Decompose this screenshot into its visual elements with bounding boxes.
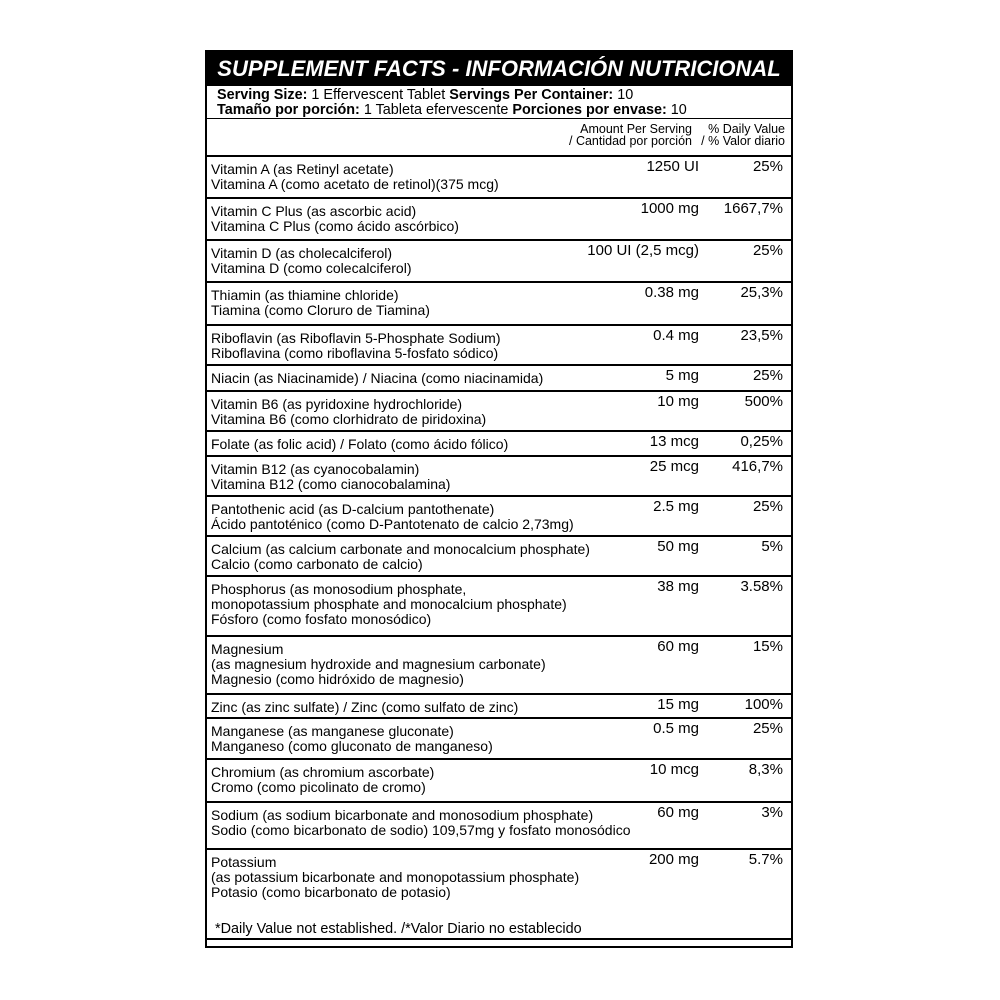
- nutrient-row: [207, 760, 791, 803]
- nutrient-name-line: (as magnesium hydroxide and magnesium carbonate): [211, 656, 546, 672]
- nutrient-name: [211, 462, 450, 492]
- nutrient-name-line: Vitamina A (como acetato de retinol)(375 mcg): [211, 176, 499, 192]
- nutrient-amount: 1000 mg: [640, 200, 699, 217]
- serving-size-label: Serving Size:: [217, 87, 308, 103]
- nutrient-name-line: Pantothenic acid (as D-calcium pantothenate): [211, 501, 495, 517]
- nutrient-amount: 10 mg: [657, 393, 699, 410]
- nutrient-name-line: Vitamina B6 (como clorhidrato de piridoxina): [211, 411, 487, 427]
- nutrient-name-line: Vitamin B12 (as cyanocobalamin): [211, 461, 420, 477]
- nutrient-daily-value: 500%: [744, 393, 783, 410]
- amount-header-es: / Cantidad por porción: [569, 134, 692, 148]
- nutrient-name-line: Folate (as folic acid) / Folato (como ácido fólico): [211, 436, 509, 452]
- nutrient-name: [211, 855, 579, 900]
- nutrient-name: [211, 724, 493, 754]
- nutrient-row: [207, 392, 791, 432]
- nutrient-row: [207, 157, 791, 199]
- tamano-porcion-label: Tamaño por porción:: [217, 102, 360, 118]
- nutrient-daily-value: 15%: [752, 638, 783, 655]
- daily-value-header-en: % Daily Value: [708, 122, 785, 136]
- nutrient-name-line: Calcium (as calcium carbonate and monocalcium phosphate): [211, 541, 590, 557]
- nutrient-name-line: Niacin (as Niacinamide) / Niacina (como niacinamida): [211, 370, 544, 386]
- servings-per-container-value: 10: [613, 87, 634, 103]
- nutrient-name-line: Zinc (as zinc sulfate) / Zinc (como sulfato de zinc): [211, 699, 519, 715]
- nutrient-daily-value: 416,7%: [732, 458, 783, 475]
- tamano-porcion-value: 1 Tableta efervescente: [359, 102, 513, 118]
- nutrient-daily-value: 23,5%: [740, 327, 783, 344]
- nutrient-row: [207, 283, 791, 326]
- nutrient-daily-value: 5.7%: [748, 851, 783, 868]
- nutrient-amount: 0.4 mg: [653, 327, 699, 344]
- serving-info: [207, 86, 791, 119]
- nutrient-name: [211, 542, 590, 572]
- nutrient-name-line: (as potassium bicarbonate and monopotassium phosphate): [211, 869, 580, 885]
- porciones-envase-label: Porciones por envase:: [512, 102, 667, 118]
- nutrient-daily-value: 25%: [752, 498, 783, 515]
- nutrient-row: [207, 537, 791, 577]
- nutrient-amount: 60 mg: [657, 638, 699, 655]
- nutrient-name-line: Potassium: [211, 854, 277, 870]
- nutrient-amount: 0.38 mg: [644, 284, 699, 301]
- panel-title: SUPPLEMENT FACTS - INFORMACIÓN NUTRICIONAL: [207, 52, 791, 86]
- nutrient-name: [211, 162, 499, 192]
- daily-value-header-es: / % Valor diario: [701, 134, 785, 148]
- nutrient-name-line: Manganeso (como gluconato de manganeso): [211, 738, 493, 754]
- nutrient-row: [207, 497, 791, 537]
- nutrient-name-line: Vitamin B6 (as pyridoxine hydrochloride): [211, 396, 463, 412]
- nutrient-name: [211, 371, 543, 386]
- nutrient-name-line: Vitamin C Plus (as ascorbic acid): [211, 203, 417, 219]
- nutrient-amount: 0.5 mg: [653, 720, 699, 737]
- nutrient-amount: 50 mg: [657, 538, 699, 555]
- nutrient-amount: 25 mcg: [649, 458, 699, 475]
- nutrient-name-line: Vitamina B12 (como cianocobalamina): [211, 476, 451, 492]
- serving-line-es: [217, 103, 781, 118]
- nutrient-daily-value: 25%: [752, 367, 783, 384]
- daily-value-header: [701, 123, 785, 147]
- nutrient-row: [207, 719, 791, 760]
- nutrient-amount: 38 mg: [657, 578, 699, 595]
- supplement-facts-panel: [205, 50, 793, 948]
- nutrient-name-line: Vitamin D (as cholecalciferol): [211, 245, 393, 261]
- nutrient-daily-value: 1667,7%: [723, 200, 783, 217]
- nutrient-daily-value: 25%: [752, 720, 783, 737]
- nutrient-row: [207, 432, 791, 457]
- nutrient-name: [211, 700, 518, 715]
- nutrient-daily-value: 8,3%: [748, 761, 783, 778]
- nutrient-name: [211, 582, 567, 627]
- nutrient-name-line: Fósforo (como fosfato monosódico): [211, 611, 432, 627]
- nutrient-name: [211, 246, 411, 276]
- nutrient-name-line: Phosphorus (as monosodium phosphate,: [211, 581, 467, 597]
- nutrient-name-line: Chromium (as chromium ascorbate): [211, 764, 435, 780]
- nutrient-daily-value: 3%: [761, 804, 783, 821]
- nutrient-row: [207, 457, 791, 497]
- nutrient-rows: [207, 157, 791, 940]
- nutrient-amount: 60 mg: [657, 804, 699, 821]
- nutrient-amount: 5 mg: [665, 367, 699, 384]
- nutrient-name: [211, 765, 434, 795]
- serving-line-en: [217, 88, 781, 103]
- nutrient-row: [207, 637, 791, 695]
- porciones-envase-value: 10: [666, 102, 687, 118]
- nutrient-daily-value: 25%: [752, 158, 783, 175]
- nutrient-row: [207, 366, 791, 392]
- nutrient-amount: 2.5 mg: [653, 498, 699, 515]
- nutrient-daily-value: 0,25%: [740, 433, 783, 450]
- serving-size-value: 1 Effervescent Tablet: [307, 87, 450, 103]
- nutrient-name-line: Calcio (como carbonato de calcio): [211, 556, 423, 572]
- nutrient-name-line: Thiamin (as thiamine chloride): [211, 287, 399, 303]
- nutrient-name: [211, 808, 630, 838]
- column-header: [207, 119, 791, 157]
- nutrient-row: [207, 199, 791, 241]
- nutrient-name-line: Vitamina C Plus (como ácido ascórbico): [211, 218, 459, 234]
- nutrient-name: [211, 204, 459, 234]
- nutrient-name: [211, 642, 546, 687]
- nutrient-name-line: Cromo (como picolinato de cromo): [211, 779, 426, 795]
- nutrient-name: [211, 331, 500, 361]
- nutrient-name-line: Ácido pantoténico (como D-Pantotenato de calcio 2,73mg): [211, 516, 574, 532]
- nutrient-row: [207, 326, 791, 366]
- nutrient-amount: 100 UI (2,5 mcg): [587, 242, 699, 259]
- nutrient-daily-value: 3.58%: [740, 578, 783, 595]
- nutrient-name-line: Magnesium: [211, 641, 284, 657]
- nutrient-row: [207, 241, 791, 283]
- nutrient-name-line: Riboflavina (como riboflavina 5-fosfato sódico): [211, 345, 499, 361]
- nutrient-amount: 15 mg: [657, 696, 699, 713]
- nutrient-amount: 10 mcg: [649, 761, 699, 778]
- nutrient-daily-value: 100%: [744, 696, 783, 713]
- nutrient-name-line: monopotassium phosphate and monocalcium phosphate): [211, 596, 567, 612]
- servings-per-container-label: Servings Per Container:: [449, 87, 614, 103]
- nutrient-amount: 13 mcg: [649, 433, 699, 450]
- amount-header: [569, 123, 692, 147]
- nutrient-name-line: Sodio (como bicarbonato de sodio) 109,57mg y fosfato monosódico: [211, 822, 631, 838]
- nutrient-daily-value: 25%: [752, 242, 783, 259]
- nutrient-name-line: Tiamina (como Cloruro de Tiamina): [211, 302, 430, 318]
- nutrient-name: [211, 288, 430, 318]
- nutrient-daily-value: 25,3%: [740, 284, 783, 301]
- amount-header-en: Amount Per Serving: [580, 122, 692, 136]
- nutrient-daily-value: 5%: [761, 538, 783, 555]
- nutrient-name-line: Riboflavin (as Riboflavin 5-Phosphate Sodium): [211, 330, 501, 346]
- nutrient-amount: 200 mg: [648, 851, 699, 868]
- nutrient-name: [211, 437, 508, 452]
- nutrient-name-line: Magnesio (como hidróxido de magnesio): [211, 671, 464, 687]
- nutrient-name-line: Manganese (as manganese gluconate): [211, 723, 454, 739]
- nutrient-name: [211, 397, 486, 427]
- footnote: *Daily Value not established. /*Valor Diario no establecido: [215, 921, 582, 937]
- nutrient-row: [207, 803, 791, 850]
- nutrient-name-line: Sodium (as sodium bicarbonate and monosodium phosphate): [211, 807, 594, 823]
- nutrient-row: [207, 695, 791, 719]
- nutrient-row: [207, 577, 791, 637]
- nutrient-amount: 1250 UI: [646, 158, 699, 175]
- nutrient-name: [211, 502, 574, 532]
- nutrient-name-line: Vitamin A (as Retinyl acetate): [211, 161, 394, 177]
- nutrient-name-line: Potasio (como bicarbonato de potasio): [211, 884, 451, 900]
- nutrient-name-line: Vitamina D (como colecalciferol): [211, 260, 412, 276]
